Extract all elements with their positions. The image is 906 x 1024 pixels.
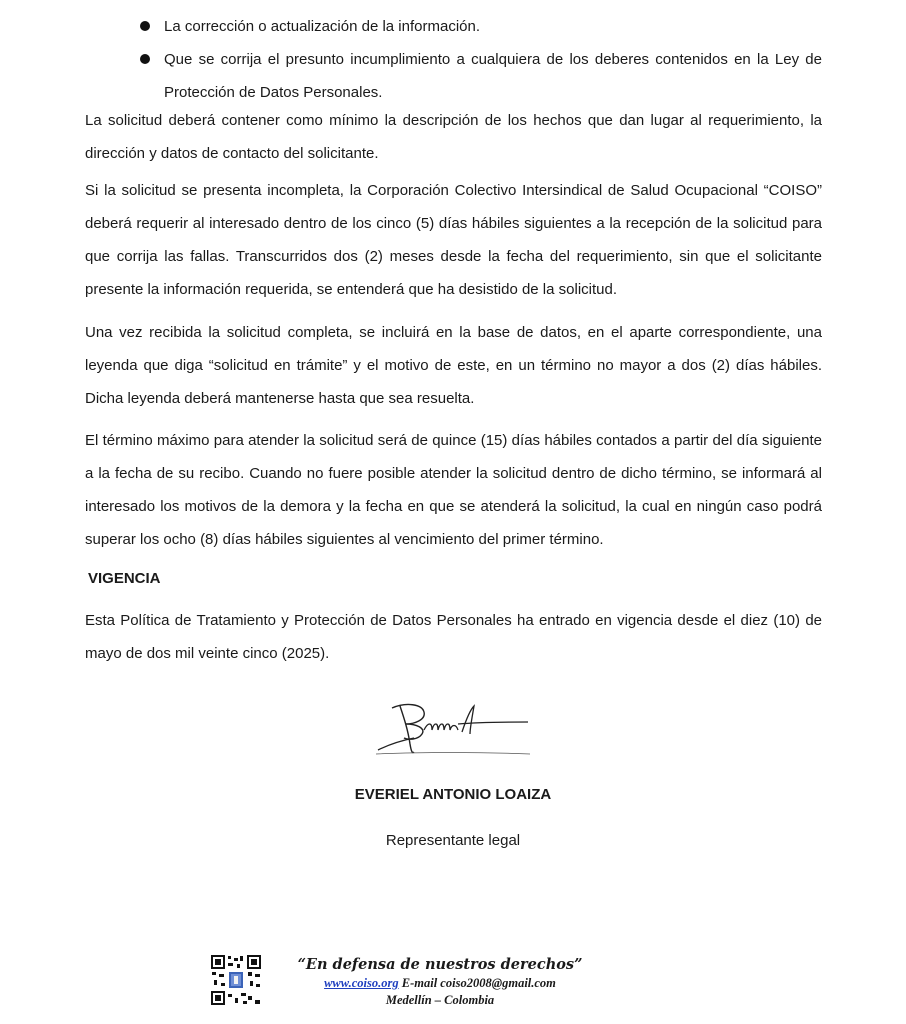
- website-link[interactable]: www.coiso.org: [324, 976, 399, 990]
- footer-contact: [270, 976, 610, 991]
- bullet-text: La corrección o actualización de la información.: [164, 18, 481, 35]
- signer-name: EVERIEL ANTONIO LOAIZA: [354, 786, 552, 803]
- bullet-text: Que se corrija el presunto incumplimiento a cualquiera de los deberes contenidos en la Ley de Protección de Datos Personales.: [164, 51, 822, 101]
- footer-motto: “En defensa de nuestros derechos”: [297, 956, 583, 973]
- bullet-item: [140, 10, 822, 43]
- handwritten-signature: [370, 700, 535, 758]
- bullet-item: [140, 43, 822, 109]
- qr-code-icon: [210, 954, 262, 1006]
- footer-city: Medellín – Colombia: [385, 993, 495, 1007]
- bullet-list: [140, 10, 822, 109]
- bullet-dot-icon: [140, 21, 150, 31]
- paragraph-request-processing: Una vez recibida la solicitud completa, se incluirá en la base de datos, en el aparte correspondiente, una leyenda que diga “solicitud en trámite” y el motivo de este, en un término no mayor a dos (2) días hábiles. Dicha leyenda deberá mantenerse hasta que sea resuelta.: [85, 324, 822, 407]
- signer-role: Representante legal: [385, 832, 521, 849]
- page-footer: [210, 954, 630, 1014]
- bullet-dot-icon: [140, 54, 150, 64]
- paragraph-incomplete-request: Si la solicitud se presenta incompleta, la Corporación Colectivo Intersindical de Salud Ocupacional “COISO” deberá requerir al interesado dentro de los cinco (5) días hábiles siguientes a la recepción de la solicitud para que corrija las fallas. Transcurridos dos (2) meses desde la fecha del requerimiento, sin que el solicitante presente la información requerida, se entenderá que ha desistido de la solicitud.: [85, 182, 822, 298]
- paragraph-response-term: El término máximo para atender la solicitud será de quince (15) días hábiles contados a partir del día siguiente a la fecha de su recibo. Cuando no fuere posible atender la solicitud dentro de dicho término, se informará al interesado los motivos de la demora y la fecha en que se atenderá la solicitud, la cual en ningún caso podrá superar los ocho (8) días hábiles siguientes al vencimiento del primer término.: [85, 432, 822, 548]
- paragraph-request-content: La solicitud deberá contener como mínimo la descripción de los hechos que dan lugar al requerimiento, la dirección y datos de contacto del solicitante.: [85, 112, 822, 162]
- section-heading-vigencia: VIGENCIA: [88, 570, 161, 587]
- email-text: E-mail coiso2008@gmail.com: [401, 976, 556, 990]
- paragraph-vigencia: Esta Política de Tratamiento y Protección de Datos Personales ha entrado en vigencia desde el diez (10) de mayo de dos mil veinte cinco (2025).: [85, 612, 822, 662]
